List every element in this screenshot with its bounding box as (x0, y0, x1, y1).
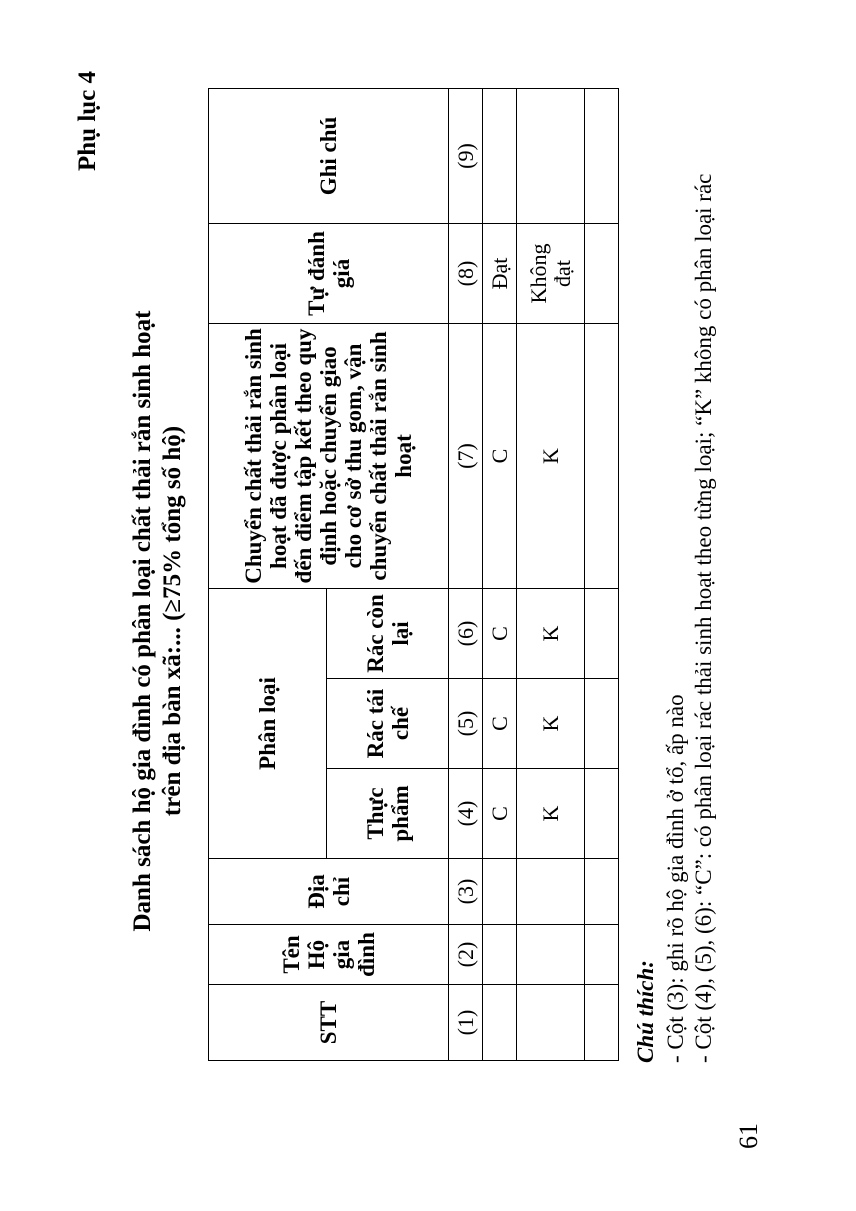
header-con-lai: Rác còn lại (327, 588, 449, 678)
cell-thuc-pham (585, 769, 619, 859)
cell-con-lai (585, 588, 619, 678)
cell-ghi-chu (585, 88, 619, 223)
col-num: (6) (449, 588, 483, 678)
title-line-2: trên địa bàn xã:... (≥75% tổng số hộ) (159, 425, 186, 817)
header-thuc-pham: Thực phẩm (327, 769, 449, 859)
cell-thuc-pham: C (483, 769, 517, 859)
header-chuyen: Chuyển chất thải rắn sinh hoạt đã được phân loại đến điểm tập kết theo quy định hoặc chuyển giao cho cơ sở thu gom, vận chuyển chất thải rắn sinh hoạt (209, 323, 449, 588)
table-row (483, 88, 517, 1060)
notes-section (632, 63, 718, 1063)
cell-dia-chi (483, 859, 517, 925)
header-dia-chi: Địa chỉ (209, 859, 449, 925)
header-tu-danh-gia: Tự đánh giá (209, 223, 449, 323)
cell-tai-che (585, 679, 619, 769)
col-num: (4) (449, 769, 483, 859)
note-item: - Cột (4), (5), (6): “C”: có phân loại rác thải sinh hoạt theo từng loại; “K” không có phân loại rác (691, 173, 716, 1063)
header-ten-ho: Tên Hộ gia đình (209, 925, 449, 985)
cell-chuyen (585, 323, 619, 588)
note-item: - Cột (3): ghi rõ hộ gia đình ở tổ, ấp nào (663, 694, 688, 1063)
col-num: (8) (449, 223, 483, 323)
col-num: (2) (449, 925, 483, 985)
cell-chuyen: C (483, 323, 517, 588)
cell-danh-gia: Đạt (483, 223, 517, 323)
page-number: 61 (734, 1123, 763, 1149)
col-num: (9) (449, 88, 483, 223)
col-num: (7) (449, 323, 483, 588)
cell-tai-che: K (517, 679, 585, 769)
cell-danh-gia (585, 223, 619, 323)
table-row (585, 88, 619, 1060)
title-line-1: Danh sách hộ gia đình có phân loại chất thải rắn sinh hoạt (129, 310, 156, 932)
table-row (517, 88, 585, 1060)
household-table (208, 88, 619, 1061)
col-num: (3) (449, 859, 483, 925)
column-number-row (449, 88, 483, 1060)
cell-chuyen: K (517, 323, 585, 588)
cell-thuc-pham: K (517, 769, 585, 859)
notes-heading: Chú thích: (633, 960, 658, 1063)
cell-stt (585, 985, 619, 1061)
cell-ten (483, 925, 517, 985)
cell-con-lai: C (483, 588, 517, 678)
col-num: (5) (449, 679, 483, 769)
cell-tai-che: C (483, 679, 517, 769)
header-tai-che: Rác tái chế (327, 679, 449, 769)
cell-con-lai: K (517, 588, 585, 678)
cell-stt (517, 985, 585, 1061)
cell-ten (517, 925, 585, 985)
appendix-label: Phụ lục 4 (74, 70, 101, 171)
header-ghi-chu: Ghi chú (209, 88, 449, 223)
cell-stt (483, 985, 517, 1061)
document-title (128, 161, 188, 1081)
cell-danh-gia: Không đạt (517, 223, 585, 323)
header-stt: STT (209, 985, 449, 1061)
cell-dia-chi (517, 859, 585, 925)
cell-ghi-chu (483, 88, 517, 223)
cell-ten (585, 925, 619, 985)
cell-dia-chi (585, 859, 619, 925)
header-phan-loai: Phân loại (209, 588, 327, 858)
cell-ghi-chu (517, 88, 585, 223)
col-num: (1) (449, 985, 483, 1061)
